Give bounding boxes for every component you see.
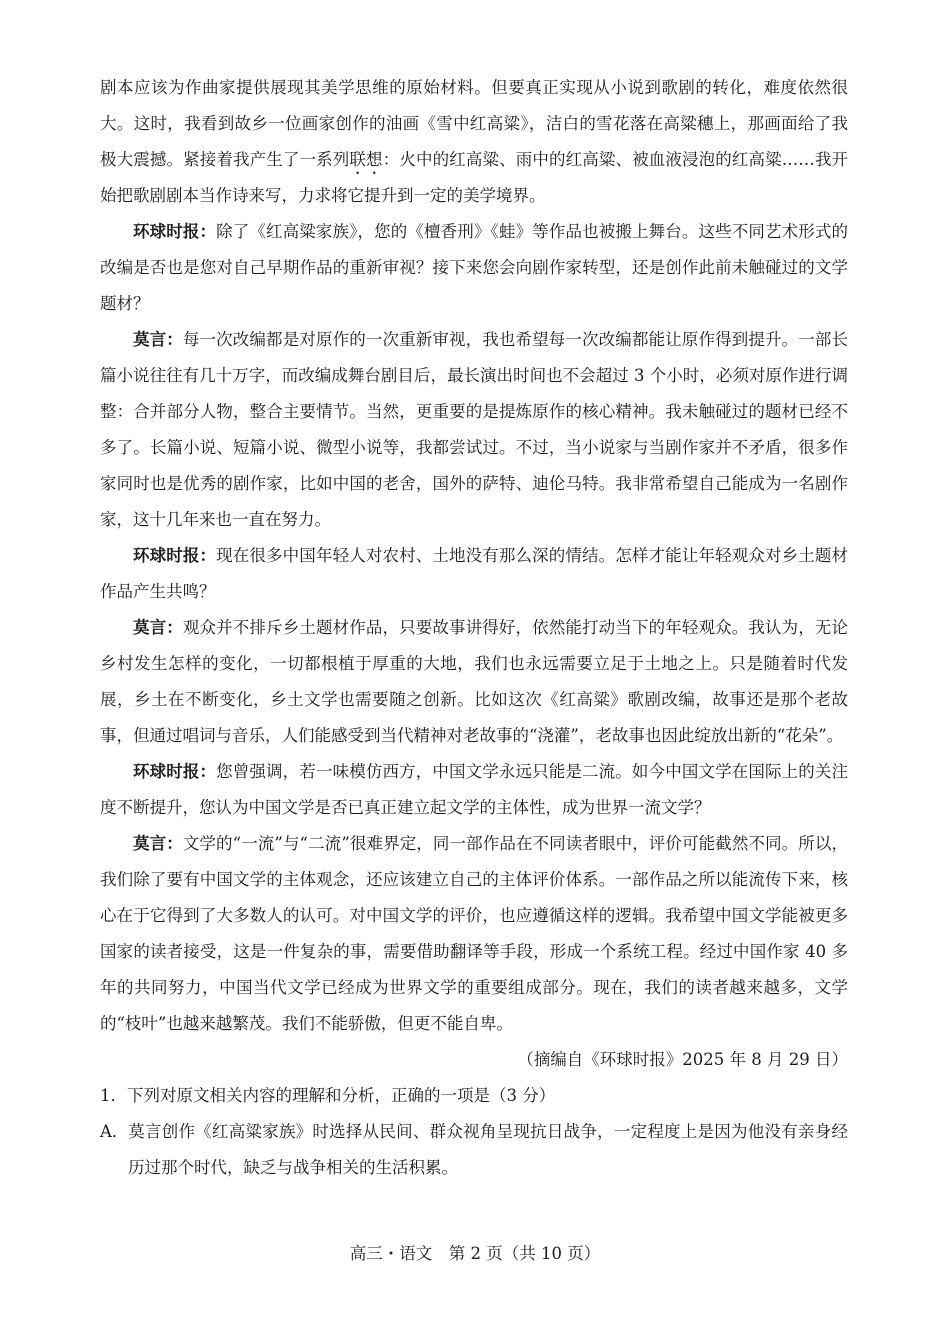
speaker-label: 环球时报：	[133, 546, 217, 565]
answer-text: 每一次改编都是对原作的一次重新审视，我也希望每一次改编都能让原作得到提升。一部长篇小说往往有几十万字，而改编成舞台剧目后，最长演出时间也不会超过 3 个小时，必须对原作进行调整：合并部分人物，整合主要情节。当然，更重要的是提炼原作的核心精神。我未触碰过的题材已经不多了。长篇小说、短篇小说、微型小说等，我都尝试过。不过，当小说家与当剧作家并不矛盾，很多作家同时也是优秀的剧作家，比如中国的老舍，国外的萨特、迪伦马特。我非常希望自己能成为一名剧作家，这十几年来也一直在努力。	[100, 330, 849, 529]
speaker-label: 环球时报：	[133, 222, 217, 241]
interview-answer	[100, 322, 848, 538]
interview-question	[100, 538, 848, 610]
speaker-label: 莫言：	[133, 330, 183, 349]
answer-text: 文学的“一流”与“二流”很难界定，同一部作品在不同读者眼中，评价可能截然不同。所以，我们除了要有中国文学的主体观念，还应该建立自己的主体评价体系。一部作品之所以能流传下来，核心在于它得到了大多数人的认可。对中国文学的评价，也应遵循这样的逻辑。我希望中国文学能被更多国家的读者接受，这是一件复杂的事，需要借助翻译等手段，形成一个系统工程。经过中国作家 40 多年的共同努力，中国当代文学已经成为世界文学的重要组成部分。现在，我们的读者越来越多，文学的“枝叶”也越来越繁茂。我们不能骄傲，但更不能自卑。	[100, 834, 848, 1033]
speaker-label: 环球时报：	[133, 762, 217, 781]
source-citation: （摘编自《环球时报》2025 年 8 月 29 日）	[517, 1050, 848, 1069]
interview-question	[100, 754, 848, 826]
article-body	[100, 70, 848, 1186]
question-text: 除了《红高粱家族》，您的《檀香刑》《蛙》等作品也被搬上舞台。这些不同艺术形式的改编是否也是您对自己早期作品的重新审视？接下来您会向剧作家转型，还是创作此前未触碰过的文学题材？	[100, 222, 849, 313]
speaker-label: 莫言：	[133, 834, 183, 853]
speaker-label: 莫言：	[133, 618, 183, 637]
interview-answer	[100, 826, 848, 1042]
question-text: 现在很多中国年轻人对农村、土地没有那么深的情结。怎样才能让年轻观众对乡土题材作品产生共鸣？	[100, 546, 849, 601]
paragraph-text: ：火中的红高粱、雨中的红高粱、被血液浸泡的红高粱……我开始把歌剧剧本当作诗来写，力求将它提升到一定的美学境界。	[100, 150, 849, 205]
interview-question	[100, 214, 848, 322]
answer-text: 观众并不排斥乡土题材作品，只要故事讲得好，依然能打动当下的年轻观众。我认为，无论乡村发生怎样的变化，一切都根植于厚重的大地，我们也永远需要立足于土地之上。只是随着时代发展，乡土在不断变化，乡土文学也需要随之创新。比如这次《红高粱》歌剧改编，故事还是那个老故事，但通过唱词与音乐，人们能感受到当代精神对老故事的“浇灌”，老故事也因此绽放出新的“花朵”。	[100, 618, 849, 745]
emphasized-text: 联想	[349, 150, 383, 169]
interview-answer	[100, 610, 848, 754]
question-stem: 1．下列对原文相关内容的理解和分析，正确的一项是（3 分）	[100, 1086, 556, 1105]
answer-option-a	[100, 1114, 848, 1186]
option-label: A．	[100, 1122, 129, 1141]
paragraph-text: 剧本应该为作曲家提供展现其美学思维的原始材料。但要真正实现从小说到歌剧的转化，难度依然很大。这时，我看到故乡一位画家创作的油画《雪中红高粱》，洁白的雪花落在高粱穗上，那画面给了我极大震撼。紧接着我产生了一系列	[100, 78, 848, 169]
page-footer: 高三・语文 第 2 页（共 10 页）	[349, 1244, 601, 1263]
paragraph	[100, 70, 848, 214]
option-text: 莫言创作《红高粱家族》时选择从民间、群众视角呈现抗日战争，一定程度上是因为他没有亲身经历过那个时代，缺乏与战争相关的生活积累。	[128, 1122, 848, 1177]
question-text: 您曾强调，若一味模仿西方，中国文学永远只能是二流。如今中国文学在国际上的关注度不断提升，您认为中国文学是否已真正建立起文学的主体性，成为世界一流文学？	[100, 762, 849, 817]
